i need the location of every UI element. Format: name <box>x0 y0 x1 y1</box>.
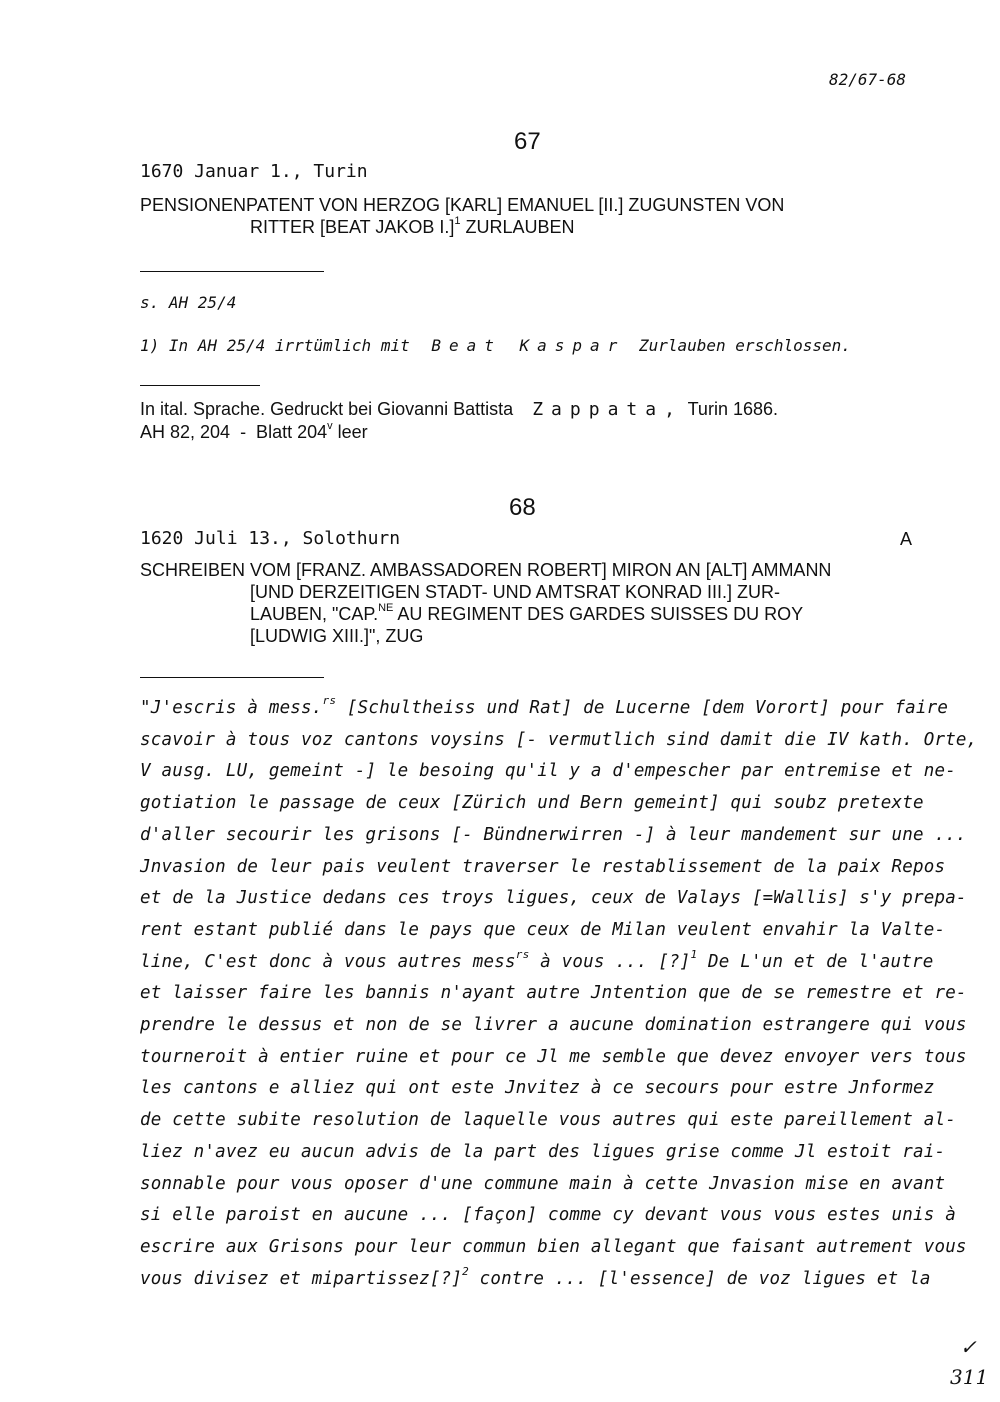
body-line: vous divisez et mipartissez[?]$^2$ contre ... [l'essence] de voz ligues et la <box>140 1264 931 1289</box>
body-line: escrire aux Grisons pour leur commun bien allegant que faisant autrement vous <box>140 1236 967 1257</box>
document-number-68: 68 <box>509 494 536 521</box>
separator-rule <box>140 385 260 386</box>
doc67-reference: s. AH 25/4 <box>140 293 237 312</box>
body-line: de cette subite resolution de laquelle vous autres qui este pareillement al- <box>140 1110 956 1131</box>
doc67-source: AH 82, 204 - Blatt 204$^v$ leer <box>140 420 368 442</box>
doc68-date-place: 1620 Juli 13., Solothurn <box>140 528 401 549</box>
doc67-title-line1: PENSIONENPATENT VON HERZOG [KARL] EMANUEL [II.] ZUGUNSTEN VON <box>140 195 785 215</box>
separator-rule <box>140 677 324 678</box>
footnote-ref-1: 1 <box>454 215 461 227</box>
body-line: "J'escris à mess.$^{rs}$ [Schultheiss und Rat] de Lucerne [dem Vorort] pour faire <box>140 694 949 718</box>
body-line: sonnable pour vous oposer d'une commune main à cette Jnvasion mise en avant <box>140 1173 946 1194</box>
handwritten-check-mark: ✓ <box>960 1335 977 1359</box>
doc67-language-print: In ital. Sprache. Gedruckt bei Giovanni Battista Zappata, Turin 1686. <box>140 399 778 420</box>
body-line: tourneroit à entier ruine et pour ce Jl me semble que devez envoyer vers tous <box>140 1046 967 1067</box>
separator-rule <box>140 271 324 272</box>
body-line: rent estant publié dans le pays que ceux de Milan veulent envahir la Valte- <box>140 919 946 940</box>
doc68-title-line2: [UND DERZEITIGEN STADT- UND AMTSRAT KONRAD III.] ZUR- <box>250 582 781 602</box>
doc68-title-line1: SCHREIBEN VOM [FRANZ. AMBASSADOREN ROBERT] MIRON AN [ALT] AMMANN <box>140 560 832 580</box>
doc67-footnote: 1) In AH 25/4 irrtümlich mit Beat Kaspar Zurlauben erschlossen. <box>140 336 851 355</box>
body-line: les cantons e alliez qui ont este Jnvitez à ce secours pour estre Jnformez <box>140 1078 935 1099</box>
doc68-marker: A <box>900 529 913 549</box>
body-line: et de la Justice dedans ces troys ligues, ceux de Valays [=Wallis] s'y prepa- <box>140 888 967 909</box>
doc67-title-line2: RITTER [BEAT JAKOB I.]$^1$ ZURLAUBEN <box>250 215 575 237</box>
doc67-date-place: 1670 Januar 1., Turin <box>140 161 368 182</box>
doc68-title-line3: LAUBEN, "CAP.$^{NE}$ AU REGIMENT DES GARDES SUISSES DU ROY <box>250 602 804 624</box>
body-line: et laisser faire les bannis n'ayant autre Jntention que de se remestre et re- <box>140 983 967 1004</box>
doc68-title-line4: [LUDWIG XIII.]", ZUG <box>250 626 424 646</box>
page-reference: 82/67-68 <box>829 70 907 89</box>
body-line: V ausg. LU, gemeint -] le besoing qu'il y a d'empescher par entremise et ne- <box>140 761 956 782</box>
document-number-67: 67 <box>514 128 541 155</box>
body-line: gotiation le passage de ceux [Zürich und Bern gemeint] qui soubz pretexte <box>140 793 924 814</box>
body-line: line, C'est donc à vous autres mess$^{rs}$ à vous ... [?]$^1$ De L'un et de l'autre <box>140 947 934 972</box>
body-line: si elle paroist en aucune ... [façon] comme cy devant vous vous estes unis à <box>140 1205 956 1226</box>
body-line: scavoir à tous voz cantons voysins [- vermutlich sind damit die IV kath. Orte, <box>140 729 978 750</box>
body-line: Jnvasion de leur pais veulent traverser le restablissement de la paix Repos <box>140 856 946 877</box>
body-line: liez n'avez eu aucun advis de la part des ligues grise comme Jl estoit rai- <box>140 1141 946 1162</box>
body-line: prendre le dessus et non de se livrer a aucune domination estrangere qui vous <box>140 1015 967 1035</box>
handwritten-folio-number: 311 <box>950 1365 989 1389</box>
body-line: d'aller secourir les grisons [- Bündnerwirren -] à leur mandement sur une ... <box>140 824 967 845</box>
